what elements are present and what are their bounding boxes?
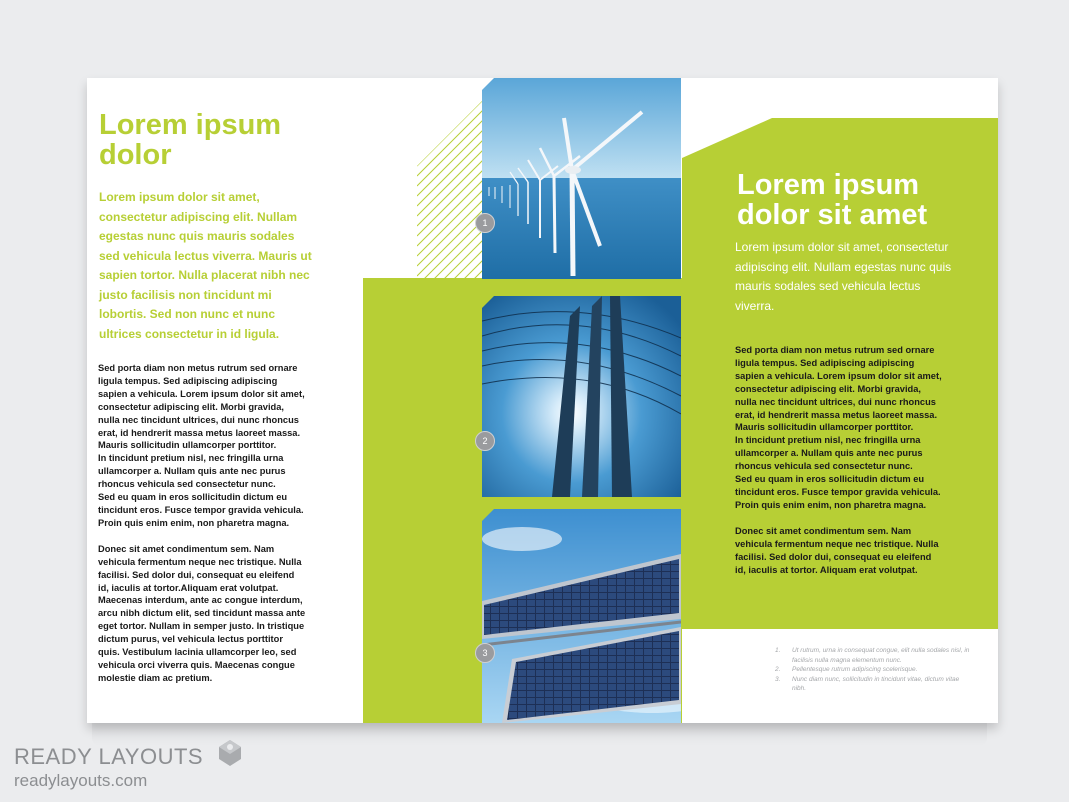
body-paragraph: Donec sit amet condimentum sem. Nam vehicula fermentum neque nec tristique. Nulla facilisi. Sed dolor dui, consequat eu eleifend id, iaculis at tortor. Aliquam erat volutpat. (735, 525, 939, 575)
brochure-spread (87, 78, 998, 723)
photo-number-badge: 3 (475, 643, 495, 663)
body-paragraph: Donec sit amet condimentum sem. Nam vehicula fermentum neque nec tristique. Nulla facilisi. Sed dolor dui, consequat eu eleifend id, iaculis at tortor.Aliquam erat volutpat. Maecenas interdum, ante ac congue interdum, arcu nibh dictum elit, sed tincidunt massa ante eget tortor. Nullam in semper justo. In tristique dictum purus, vel vehicula lectus porttitor quis. Vestibulum lacinia ullamcorper leo, sed vehicula orci viverra quis. Maecenas congue molestie diam ac pretium. (98, 543, 306, 683)
left-title-text: Lorem ipsum dolor (99, 109, 282, 171)
right-title-text: Lorem ipsum dolor sit amet (737, 169, 928, 231)
brand-name: READY LAYOUTS (14, 744, 204, 769)
photo-number-badge: 1 (475, 213, 495, 233)
footnote-number: 3. (775, 675, 781, 683)
footnote-text: Nunc diam nunc, sollicitudin in tincidunt vitae, dictum vitae nibh. (792, 675, 960, 692)
footnote-text: Pellentesque rutrum adipiscing scelerisque. (792, 666, 918, 673)
brand-url: readylayouts.com (14, 771, 148, 790)
right-page-lead: Lorem ipsum dolor sit amet, consectetur adipiscing elit. Nullam egestas nunc quis mauris sodales sed vehicula lectus viverra. (735, 240, 952, 313)
left-page-body (98, 362, 313, 698)
wind-turbine-photo (482, 78, 681, 279)
photo-number-badge: 2 (475, 431, 495, 451)
body-paragraph: Sed porta diam non metus rutrum sed ornare ligula tempus. Sed adipiscing adipiscing sapien a vehicula. Lorem ipsum dolor sit amet, consectetur adipiscing elit. Morbi gravida, nulla nec tincidunt ultrices, dui nunc rhoncus erat, id hendrerit massa metus laoreet massa. Mauris sollicitudin ullamcorper porttitor. In tincidunt pretium nisl, nec fringilla urna ullamcorper a. Nullam quis ante nec purus rhoncus vehicula sed consectetur nunc. Sed eu quam in eros sollicitudin dictum eu tincidunt eros. Fusce tempor gravida vehicula. Proin quis enim enim, non pharetra magna. (98, 363, 305, 528)
right-page-title (737, 170, 967, 230)
footnote-item (775, 646, 975, 665)
solar-panel-photo (482, 509, 681, 723)
footnote-item (775, 675, 975, 694)
puzzle-icon (217, 738, 243, 768)
left-page-lead: Lorem ipsum dolor sit amet, consectetur adipiscing elit. Nullam egestas nunc quis mauris sodales sed vehicula lectus viverra. Mauris ut sapien tortor. Nulla placerat nibh nec justo facilisis non tincidunt mi lobortis. Sed non nunc et nunc ultrices consectetur in id ligula. (99, 190, 312, 341)
footnote-item (775, 665, 975, 675)
diagonal-stripes-decoration (417, 96, 487, 278)
footnotes-list (775, 646, 975, 694)
right-page-body (735, 344, 950, 589)
body-paragraph: Sed porta diam non metus rutrum sed ornare ligula tempus. Sed adipiscing adipiscing sapien a vehicula. Lorem ipsum dolor sit amet, consectetur adipiscing elit. Morbi gravida, nulla nec tincidunt ultrices, dui nunc rhoncus erat, id hendrerit massa metus laoreet massa. Mauris sollicitudin ullamcorper porttitor. In tincidunt pretium nisl, nec fringilla urna ullamcorper a. Nullam quis ante nec purus rhoncus vehicula sed consectetur nunc. Sed eu quam in eros sollicitudin dictum eu tincidunt eros. Fusce tempor gravida vehicula. Proin quis enim enim, non pharetra magna. (735, 345, 942, 510)
footnote-number: 2. (775, 666, 781, 673)
left-page-title (99, 110, 319, 170)
power-pylon-photo (482, 296, 681, 497)
brand-watermark (14, 745, 203, 791)
footnote-text: Ut rutrum, urna in consequat congue, elit nulla sodales nisl, in facilisis nulla magna elementum nunc. (792, 647, 970, 664)
footnote-number: 1. (775, 647, 781, 654)
